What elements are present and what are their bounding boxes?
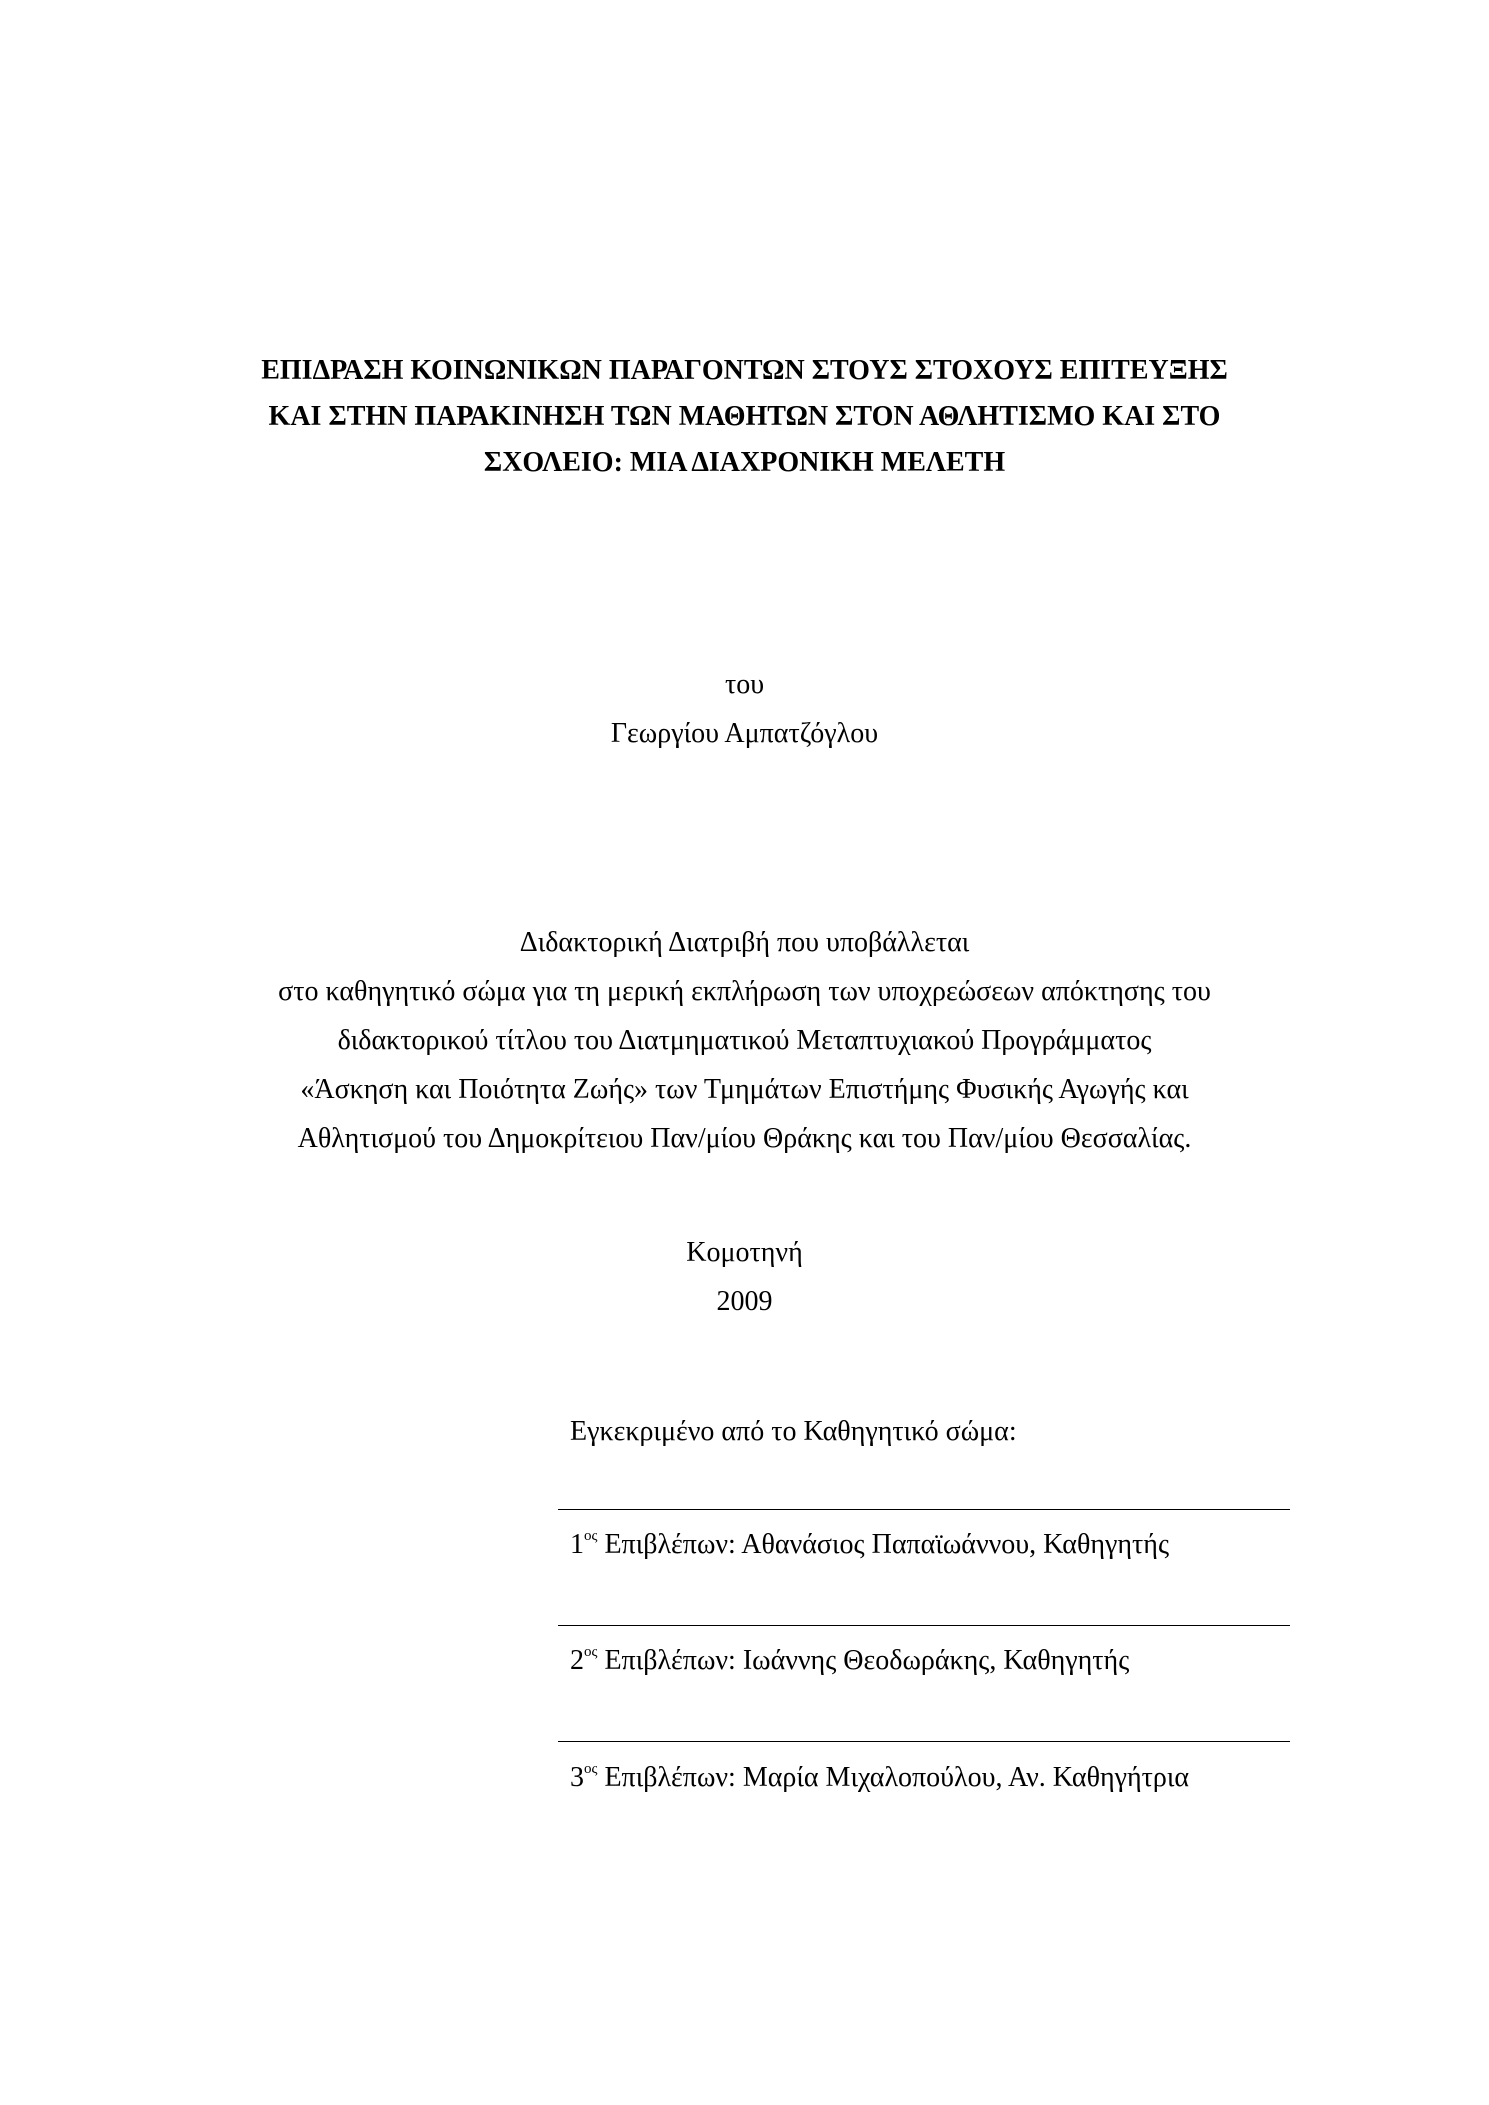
signature-line-3 — [558, 1741, 1290, 1742]
thesis-title-line-3: ΣΧΟΛΕΙΟ: ΜΙΑ ΔΙΑΧΡΟΝΙΚΗ ΜΕΛΕΤΗ — [483, 447, 1006, 478]
thesis-title-line-1: ΕΠΙΔΡΑΣΗ ΚΟΙΝΩΝΙΚΩΝ ΠΑΡΑΓΟΝΤΩΝ ΣΤΟΥΣ ΣΤΟΧΟΥΣ ΕΠΙΤΕΥΞΗΣ — [261, 355, 1228, 386]
author-block — [200, 660, 1289, 758]
description-line-4: «Άσκηση και Ποιότητα Ζωής» των Τμημάτων Επιστήμης Φυσικής Αγωγής και — [300, 1074, 1189, 1105]
supervisor-2-ordinal: $2^{o\varsigma}$ — [570, 1644, 598, 1676]
supervisor-1-text: Επιβλέπων: Αθανάσιος Παπαϊωάννου, Καθηγητής — [604, 1529, 1170, 1560]
supervisor-2 — [570, 1641, 1129, 1681]
description-line-1: Διδακτορική Διατριβή που υποβάλλεται — [519, 927, 970, 958]
year: 2009 — [716, 1286, 773, 1317]
place: Κομοτηνή — [686, 1237, 803, 1268]
supervisor-3 — [570, 1758, 1189, 1798]
signature-line-1 — [558, 1509, 1290, 1510]
supervisor-1-ordinal: $1^{o\varsigma}$ — [570, 1528, 598, 1560]
description-line-2: στο καθηγητικό σώμα για τη μερική εκπλήρωση των υποχρεώσεων απόκτησης του — [278, 976, 1211, 1007]
thesis-description — [200, 918, 1289, 1163]
supervisor-3-text: Επιβλέπων: Μαρία Μιχαλοπούλου, Αν. Καθηγήτρια — [604, 1762, 1190, 1793]
thesis-title-line-2: ΚΑΙ ΣΤΗΝ ΠΑΡΑΚΙΝΗΣΗ ΤΩΝ ΜΑΘΗΤΩΝ ΣΤΟΝ ΑΘΛΗΤΙΣΜΟ ΚΑΙ ΣΤΟ — [268, 401, 1221, 432]
supervisor-2-text: Επιβλέπων: Ιωάννης Θεοδωράκης, Καθηγητής — [604, 1645, 1130, 1676]
author-prefix: του — [724, 669, 765, 700]
author-name: Γεωργίου Αμπατζόγλου — [610, 718, 879, 749]
supervisor-1 — [570, 1525, 1169, 1565]
description-line-5: Αθλητισμού του Δημοκρίτειου Παν/μίου Θράκης και του Παν/μίου Θεσσαλίας. — [297, 1123, 1192, 1154]
place-date-block — [200, 1228, 1289, 1326]
description-line-3: διδακτορικού τίτλου του Διατμηματικού Μεταπτυχιακού Προγράμματος — [337, 1025, 1152, 1056]
supervisor-3-ordinal: $3^{o\varsigma}$ — [570, 1761, 598, 1793]
approval-label: Εγκεκριμένο από το Καθηγητικό σώμα: — [570, 1416, 1017, 1447]
signature-line-2 — [558, 1625, 1290, 1626]
thesis-title — [200, 348, 1289, 486]
